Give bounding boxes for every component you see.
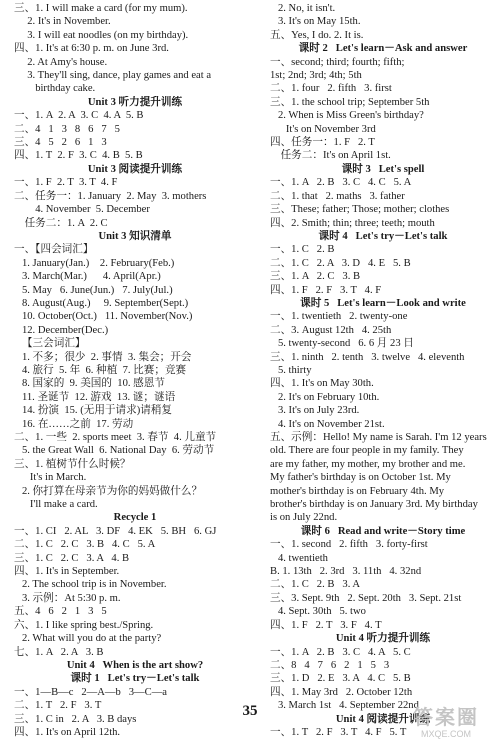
answer-line: mother's birthday is on February 4th. My (270, 485, 445, 497)
answer-line: 三、1. the school trip; September 5th (270, 96, 430, 108)
answer-line: 六、1. I like spring best./Spring. (14, 619, 154, 631)
section-heading: 课时 2 Let's learn－Ask and answer (298, 43, 468, 55)
answer-line: 四、1. It's on April 12th. (14, 726, 121, 738)
answer-line: 一、1. C 2. B (270, 244, 335, 256)
answer-line: 三、1. ninth 2. tenth 3. twelve 4. eleventh (270, 351, 465, 363)
answer-line: It's in March. (14, 472, 87, 484)
answer-line: 4. twentieth (270, 552, 328, 564)
page-number: 35 (242, 703, 258, 719)
answer-line: 2. What will you do at the party? (14, 633, 162, 645)
watermark-text: 答案圈 (413, 707, 479, 729)
section-heading: Unit 3 知识清单 (98, 230, 172, 242)
answer-line: 二、1. C 2. B 3. A (270, 579, 361, 591)
answer-line: 三、1. A 2. C 3. B (270, 271, 361, 283)
answer-line: 4. 旅行 5. 年 6. 种植 7. 比赛；竞赛 (14, 364, 187, 376)
answer-line: 一、second; third; fourth; fifth; (270, 56, 405, 68)
answer-line: 3. March(Mar.) 4. April(Apr.) (14, 271, 161, 283)
answer-line: 三、4 5 2 6 1 3 (14, 137, 107, 149)
answer-line: 二、1. 一些 2. sports meet 3. 春节 4. 儿童节 (14, 432, 217, 443)
answer-line: 一、1. A 2. B 3. C 4. A 5. C (270, 646, 411, 658)
answer-line: 任务二：It's on April 1st. (270, 150, 391, 162)
answer-line: 一、【四会词汇】 (14, 244, 94, 256)
answer-line: 8. 国家的 9. 美国的 10. 感恩节 (14, 378, 165, 390)
answer-line: 2. It's on February 10th. (270, 391, 380, 403)
answer-line: I'll make a card. (14, 499, 98, 511)
answer-line: 三、1. C in 2. A 3. B days (14, 713, 137, 725)
answer-line: 一、1. A 2. A 3. C 4. A 5. B (14, 110, 144, 122)
answer-line: is on July 22nd. (270, 512, 338, 524)
answer-line: 任务二：1. A 2. C (14, 217, 108, 229)
answer-line: birthday cake. (14, 83, 96, 95)
answer-line: My father's birthday is on October 1st. My (270, 472, 451, 484)
answer-line: 二、1. that 2. maths 3. father (270, 190, 405, 202)
answer-line: 二、1. C 2. C 3. B 4. C 5. A (14, 539, 156, 551)
answer-line: 2. The school trip is in November. (14, 579, 167, 591)
answer-line: 16. 在……之前 17. 劳动 (14, 418, 134, 430)
answer-line: 3. They'll sing, dance, play games and eat a (14, 70, 212, 82)
answer-line: 四、1. It's in September. (14, 566, 120, 578)
answer-line: 3. It's on May 15th. (270, 16, 361, 28)
answer-line: 一、1. F 2. T 3. T 4. F (14, 177, 118, 189)
section-heading: Unit 4 听力提升训练 (335, 633, 431, 645)
watermark-logo (398, 707, 494, 743)
answer-line: 4. November 5. December (14, 204, 150, 216)
answer-line: 一、1. second 2. fifth 3. forty-first (270, 539, 428, 551)
answer-line: brother's birthday is on January 3rd. My birthday (270, 499, 478, 511)
answer-line: 2. No, it isn't. (270, 3, 336, 14)
right-column (270, 2, 496, 739)
answer-line: 2. When is Miss Green's birthday? (270, 110, 424, 122)
answer-line: 1st; 2nd; 3rd; 4th; 5th (270, 70, 362, 82)
answer-line: 四、1. It's on May 30th. (270, 378, 374, 390)
section-heading: Unit 4 When is the art show? (66, 659, 204, 671)
answer-line: 3. March 1st 4. September 22nd (270, 700, 419, 712)
answer-line: 3. 示例：At 5:30 p. m. (14, 592, 121, 604)
answer-line: 2. It's in November. (14, 16, 111, 28)
answer-line: 4. It's on November 21st. (270, 418, 385, 430)
answer-line: 五、示例：Hello! My name is Sarah. I'm 12 years (270, 432, 487, 443)
answer-line: 5. thirty (270, 364, 312, 376)
answer-line: 3. It's on July 23rd. (270, 405, 360, 417)
answer-line: 一、1. A 2. B 3. C 4. C 5. A (270, 177, 412, 189)
answer-line: old. There are four people in my family. They (270, 445, 464, 457)
answer-line: 二、任务一：1. January 2. May 3. mothers (14, 190, 207, 202)
section-heading: Recycle 1 (113, 512, 157, 524)
answer-line: 8. August(Aug.) 9. September(Sept.) (14, 297, 189, 309)
answer-line: 四、1. F 2. F 3. T 4. F (270, 284, 382, 296)
answer-line: 一、1. CI 2. AL 3. DF 4. EK 5. BH 6. GJ (14, 525, 217, 537)
answer-line: 【三会词汇】 (14, 338, 86, 350)
answer-line: 三、1. C 2. C 3. A 4. B (14, 552, 130, 564)
section-heading: 课时 3 Let's spell (341, 163, 425, 175)
answer-line: 11. 圣诞节 12. 游戏 13. 谜；谜语 (14, 391, 176, 403)
answer-line: 四、1. T 2. F 3. C 4. B 5. B (14, 150, 143, 162)
answer-line: are my father, my mother, my brother and me. (270, 458, 466, 470)
section-heading: 课时 5 Let's learn－Look and write (300, 297, 466, 309)
section-heading: 课时 4 Let's try－Let's talk (318, 230, 448, 242)
section-heading: Unit 4 阅读提升训练 (335, 713, 431, 725)
answer-line: 三、1. I will make a card (for my mum). (14, 3, 188, 14)
answer-line: 五、4 6 2 1 3 5 (14, 606, 107, 618)
answer-line: 三、3. Sept. 9th 2. Sept. 20th 3. Sept. 21st (270, 592, 462, 604)
answer-line: 五、Yes, I do. 2. It is. (270, 29, 364, 41)
answer-line: 1. January(Jan.) 2. February(Feb.) (14, 257, 175, 269)
answer-line: 2. At Amy's house. (14, 56, 108, 68)
answer-line: 三、These; father; Those; mother; clothes (270, 204, 450, 216)
answer-line: 三、1. D 2. E 3. A 4. C 5. B (270, 673, 411, 685)
answer-line: It's on November 3rd (270, 123, 376, 135)
answer-line: 一、1. twentieth 2. twenty-one (270, 311, 408, 323)
section-heading: 课时 6 Read and write－Story time (300, 525, 466, 537)
answer-line: 5. the Great Wall 6. National Day 6. 劳动节 (14, 445, 215, 457)
watermark-url: MXQE.COM (420, 729, 471, 739)
answer-line: 二、1. four 2. fifth 3. first (270, 83, 392, 95)
answer-line: 四、1. F 2. T 3. F 4. T (270, 619, 382, 631)
answer-line: 12. December(Dec.) (14, 324, 109, 336)
answer-line: 5. twenty-second 6. 6 月 23 日 (270, 338, 414, 350)
answer-line: 14. 扮演 15. (无用于请求)请稍复 (14, 405, 173, 417)
answer-line: 3. I will eat noodles (on my birthday). (14, 29, 189, 41)
answer-line: 10. October(Oct.) 11. November(Nov.) (14, 311, 193, 323)
answer-line: 二、3. August 12th 4. 25th (270, 324, 392, 336)
answer-line: 一、1—B—c 2—A—b 3—C—a (14, 686, 168, 698)
answer-line: 二、4 1 3 8 6 7 5 (14, 123, 120, 135)
answer-line: 四、1. It's at 6:30 p. m. on June 3rd. (14, 43, 169, 55)
answer-line: 1. 不多；很少 2. 事情 3. 集会；开会 (14, 351, 192, 363)
answer-line: 三、1. 植树节什么时候？ (14, 458, 131, 470)
answer-line: B. 1. 13th 2. 3rd 3. 11th 4. 32nd (270, 566, 422, 578)
answer-line: 七、1. A 2. A 3. B (14, 646, 104, 658)
left-column (14, 2, 256, 739)
answer-line: 5. May 6. June(Jun.) 7. July(Jul.) (14, 284, 173, 296)
answer-line: 四、1. May 3rd 2. October 12th (270, 686, 413, 698)
answer-line: 二、8 4 7 6 2 1 5 3 (270, 659, 390, 671)
section-heading: 课时 1 Let's try－Let's talk (70, 673, 200, 685)
answer-line: 2. 你打算在母亲节为你的妈妈做什么？ (14, 485, 203, 497)
answer-line: 4. Sept. 30th 5. two (270, 606, 366, 618)
section-heading: Unit 3 阅读提升训练 (87, 163, 183, 175)
answer-line: 一、1. T 2. F 3. T 4. F 5. T (270, 726, 407, 738)
answer-line: 四、任务一：1. F 2. T (270, 137, 375, 149)
answer-line: 二、1. C 2. A 3. D 4. E 5. B (270, 257, 411, 269)
answer-line: 二、1. T 2. F 3. T (14, 700, 102, 712)
section-heading: Unit 3 听力提升训练 (87, 96, 183, 108)
answer-line: 四、2. Smith; thin; three; teeth; mouth (270, 217, 435, 229)
